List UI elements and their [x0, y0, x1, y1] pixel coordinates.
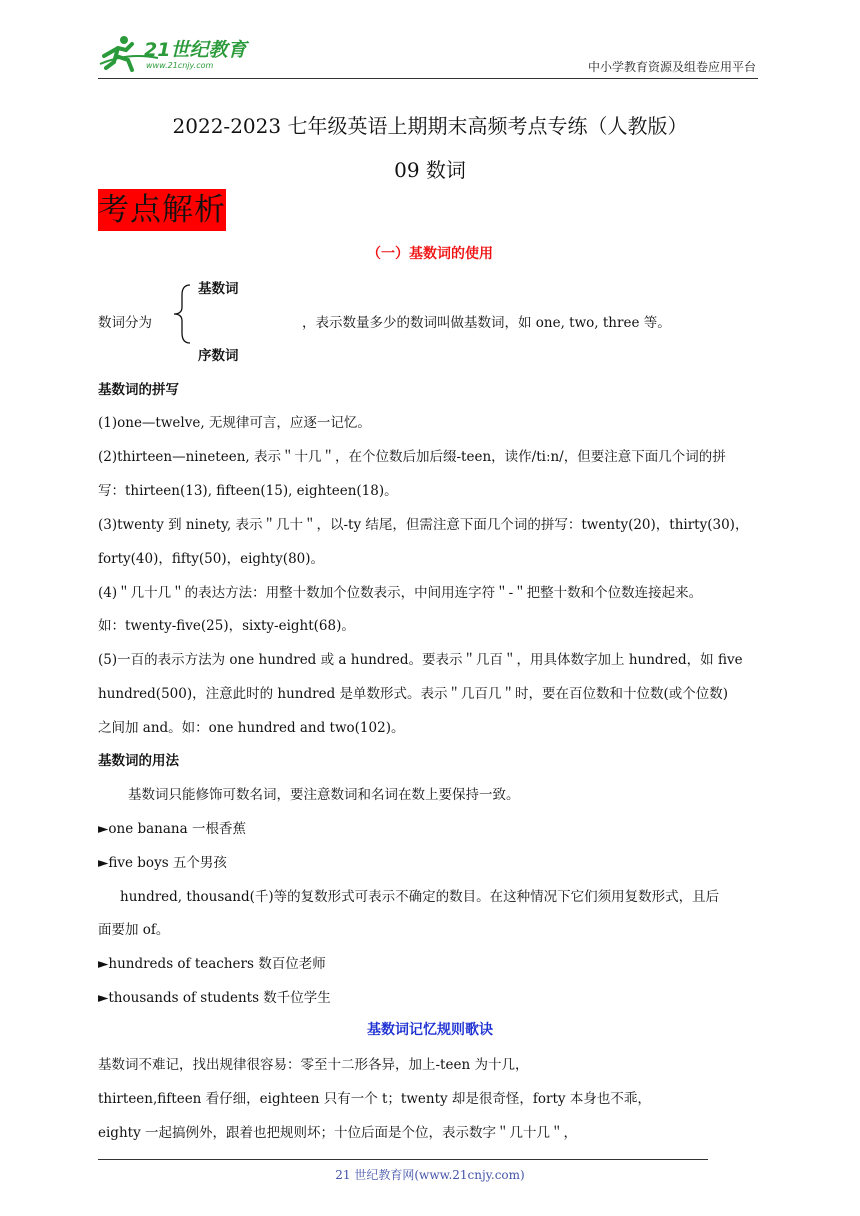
classification-label: 数词分为	[98, 315, 152, 331]
usage-intro: 基数词只能修饰可数名词，要注意数词和名词在数上要保持一致。	[128, 787, 520, 803]
spelling-p4a: (4)＂几十几＂的表达方法：用整十数加个位数表示，中间用连字符＂-＂把整十数和个位数连接起来。	[98, 585, 703, 601]
usage-plural-b: 面要加 of。	[98, 922, 170, 938]
usage-example-3: ►hundreds of teachers 数百位老师	[98, 956, 326, 972]
usage-plural-a: hundred, thousand(千)等的复数形式可表示不确定的数目。在这种情况下它们须用复数形式，且后	[120, 889, 720, 905]
logo-url: www.21cnjy.com	[146, 61, 214, 70]
page-footer: 21 世纪教育网(www.21cnjy.com)	[335, 1168, 525, 1182]
section-label: 考点解析	[98, 189, 226, 231]
spelling-p4b: 如：twenty-five(25)，sixty-eight(68)。	[98, 618, 355, 634]
category-ordinal: 序数词	[198, 348, 239, 364]
document-title: 2022-2023 七年级英语上期期末高频考点专练（人教版）	[172, 114, 688, 138]
spelling-p5c: 之间加 and。如：one hundred and two(102)。	[98, 720, 405, 736]
spelling-p5a: (5)一百的表示方法为 one hundred 或 a hundred。要表示＂几百＂，用具体数字加上 hundred，如 five	[98, 652, 743, 668]
rhyme-heading: 基数词记忆规则歌诀	[367, 1022, 493, 1038]
rhyme-line-3: eighty 一起搞例外，跟着也把规则坏；十位后面是个位，表示数字＂几十几＂，	[98, 1125, 577, 1141]
usage-example-1: ►one banana 一根香蕉	[98, 821, 246, 837]
logo-graphic	[98, 34, 258, 74]
usage-example-4: ►thousands of students 数千位学生	[98, 990, 331, 1006]
page-header	[98, 34, 758, 79]
spelling-p2b: 写：thirteen(13), fifteen(15), eighteen(18)。	[98, 483, 398, 499]
footer-divider	[98, 1159, 708, 1160]
brace-icon	[172, 283, 192, 345]
usage-heading: 基数词的用法	[98, 753, 179, 769]
document-subtitle: 09 数词	[394, 158, 466, 182]
header-platform-text: 中小学教育资源及组卷应用平台	[587, 60, 756, 74]
spelling-heading: 基数词的拼写	[98, 382, 179, 398]
usage-example-2: ►five boys 五个男孩	[98, 855, 227, 871]
subheading: （一）基数词的使用	[367, 246, 493, 262]
logo	[98, 34, 258, 74]
rhyme-line-1: 基数词不难记，找出规律很容易：零至十二形各异，加上-teen 为十几，	[98, 1057, 529, 1073]
logo-text: 21世纪教育	[144, 39, 247, 61]
classification-desc: ，表示数量多少的数词叫做基数词，如 one, two, three 等。	[302, 315, 671, 331]
spelling-p3b: forty(40)，fifty(50)，eighty(80)。	[98, 551, 325, 567]
rhyme-line-2: thirteen,fifteen 看仔细，eighteen 只有一个 t；twenty 却是很奇怪，forty 本身也不乖，	[98, 1091, 651, 1107]
spelling-p3a: (3)twenty 到 ninety, 表示＂几十＂，以-ty 结尾，但需注意下面几个词的拼写：twenty(20)，thirty(30)，	[98, 517, 749, 533]
spelling-p5b: hundred(500)，注意此时的 hundred 是单数形式。表示＂几百几＂时，要在百位数和十位数(或个位数)	[98, 686, 729, 702]
spelling-p1: (1)one—twelve, 无规律可言，应逐一记忆。	[98, 415, 371, 431]
category-cardinal: 基数词	[198, 281, 239, 297]
spelling-p2a: (2)thirteen—nineteen, 表示＂十几＂，在个位数后加后缀-teen，读作/tiːn/，但要注意下面几个词的拼	[98, 449, 726, 465]
